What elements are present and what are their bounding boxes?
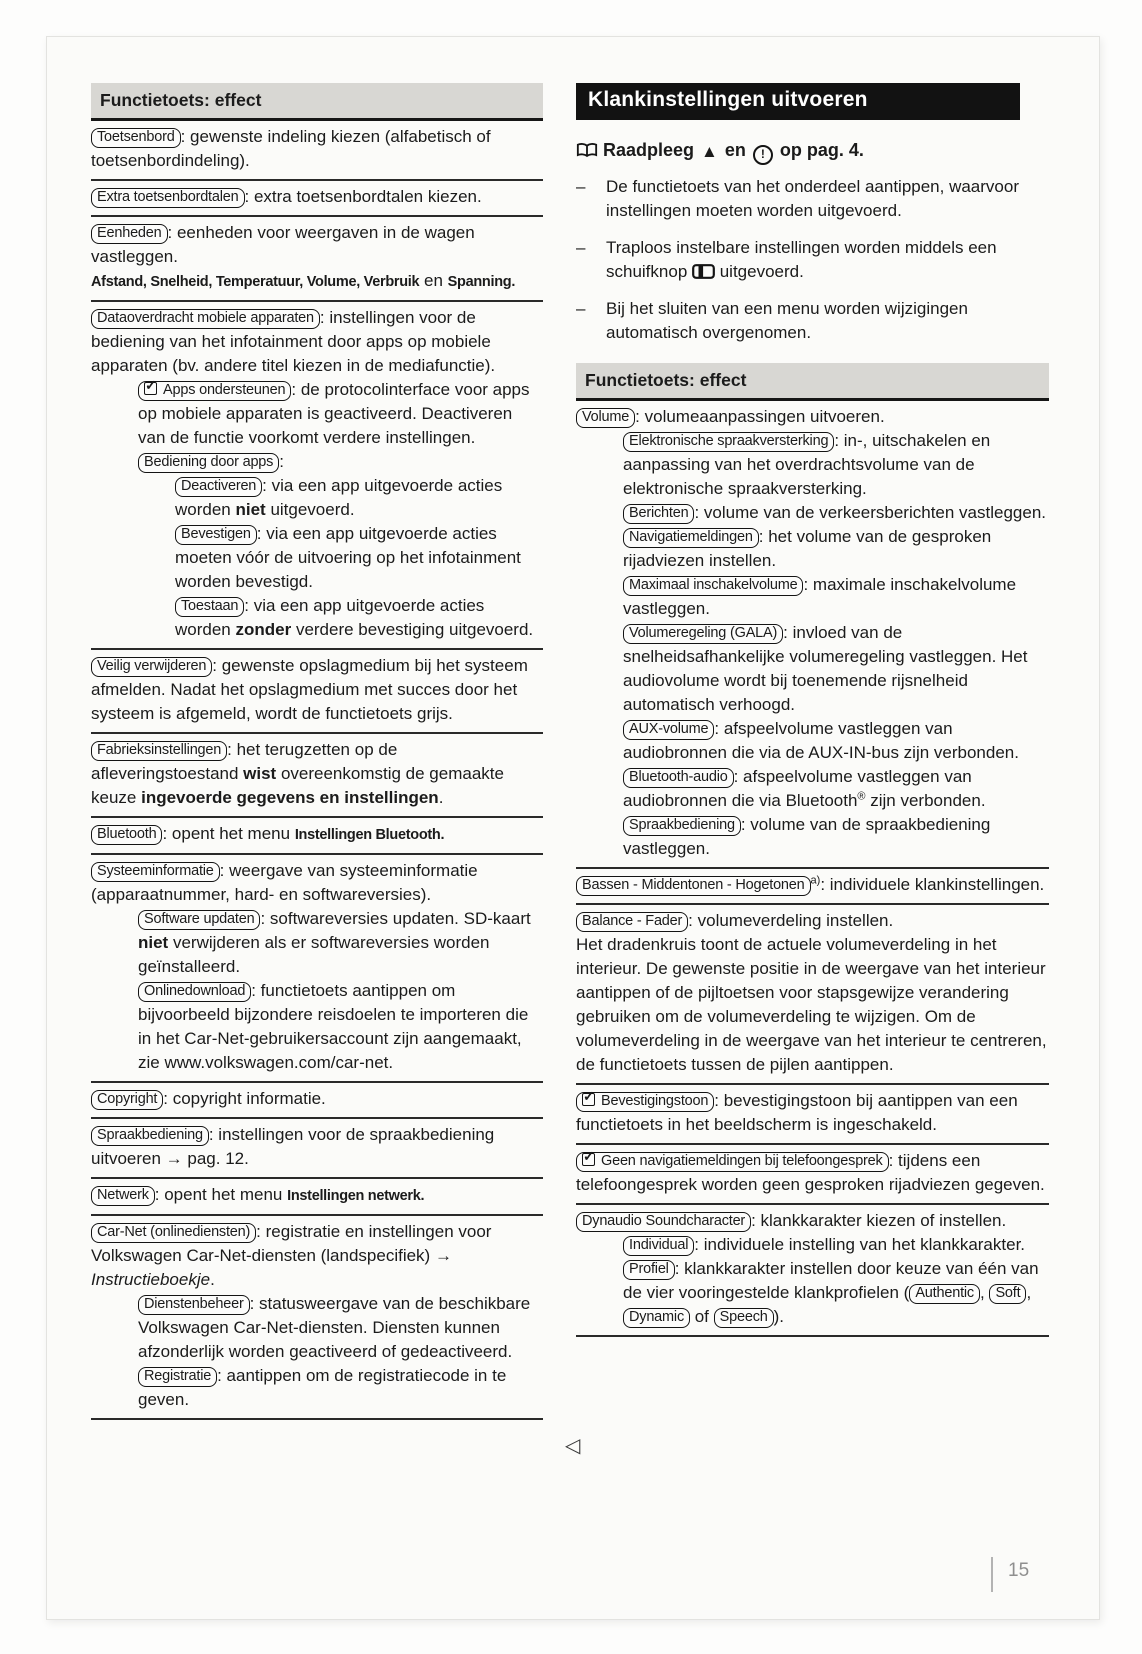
row-text: Dataoverdracht mobiele apparaten : instellingen voor de bediening van het infotainment door apps op mobiele apparaten (bv. andere titel kiezen in de mediafunctie). [91,308,496,375]
dash-bullet: – [576,238,586,257]
function-key: Authentic [909,1284,980,1304]
function-key: Dienstenbeheer [138,1295,250,1315]
table-row-group [576,1085,1049,1145]
table-row-group [576,401,1049,869]
row-text: Bluetooth : opent het menu Instellingen Bluetooth. [91,822,543,847]
bullet-item [576,175,1049,223]
row-text: Car-Net (onlinediensten) : registratie en instellingen voor Volkswagen Car-Net-diensten (landspecifiek) → Instructieboekje. [91,1222,492,1289]
function-key: Systeeminformatie [91,862,220,882]
function-key: ✓ Apps ondersteunen [138,381,291,401]
function-key: Soft [989,1284,1026,1304]
dash-bullet: – [576,299,586,318]
function-key: Fabrieksinstellingen [91,741,227,761]
table-row-group [576,869,1049,905]
function-key: Deactiveren [175,477,262,497]
function-key: ✓ Bevestigingstoon [576,1092,714,1112]
row-text: Veilig verwijderen : gewenste opslagmedium bij het systeem afmelden. Nadat het opslagmedium met succes door het systeem is afgemeld, wordt de functietoets grijs. [91,656,528,723]
function-key: Individual [623,1236,694,1256]
manual-page [46,36,1100,1620]
function-key: Dynaudio Soundcharacter [576,1212,751,1232]
function-key: Bassen - Middentonen - Hogetonen [576,876,811,896]
check-glyph: ✓ [583,1088,595,1104]
function-key: ✓ Geen navigatiemeldingen bij telefoongesprek [576,1152,889,1172]
function-key: Spraakbediening [623,816,741,836]
table-row-group [91,1216,543,1420]
function-key: Profiel [623,1260,675,1280]
superscript-text: ® [857,790,866,803]
italic-text: Instructieboekje [91,1270,211,1289]
function-key: Navigatiemeldingen [623,528,759,548]
check-glyph: ✓ [583,1148,595,1164]
check-glyph: ✓ [145,377,157,393]
row-text: Navigatiemeldingen : het volume van de gesproken rijadviezen instellen. [623,527,992,570]
row-text: Volumeregeling (GALA) : invloed van de snelheidsafhankelijke volumeregeling vastleggen. Het audiovolume wordt bij toenemende rijsnelheid automatisch verhoogd. [623,623,1028,714]
row-text: Eenheden : eenheden voor weergaven in de wagen vastleggen. [91,223,475,266]
row-text: Bluetooth-audio : afspeelvolume vastleggen van audiobronnen die via Bluetooth® zijn verbonden. [623,767,986,810]
row-text: Maximaal inschakelvolume : maximale inschakelvolume vastleggen. [623,575,1017,618]
row-text: Volume : volumeaanpassingen uitvoeren. [576,405,1049,429]
bullet-item [576,236,1049,284]
row-text: Elektronische spraakversterking : in-, uitschakelen en aanpassing van het overdrachtsvolume van de elektronische spraakversterking. [623,431,991,498]
row-text: Software updaten : softwareversies updaten. SD-kaart niet verwijderen als er softwareversies worden geïnstalleerd. [138,909,531,976]
table-row-group [576,905,1049,1085]
row-text: Registratie : aantippen om de registratiecode in te geven. [138,1366,507,1409]
row-text: Copyright : copyright informatie. [91,1087,543,1111]
function-key: Registratie [138,1367,217,1387]
triangle-up-icon: ▲ [701,142,718,161]
table-row-group [91,855,543,1083]
menu-name-text: Instellingen Bluetooth. [294,827,445,843]
row-text: Individual : individuele instelling van het klankkarakter. [623,1233,1049,1257]
bullet-item [576,297,1049,345]
row-text: Het dradenkruis toont de actuele volumeverdeling in het interieur. De gewenste positie in de weergave van het interieur aantippen of de pijltoetsen voor stapsgewijze verandering gebruiken om de volumeverdeling te wijzigen. Om de volumeverdeling in de weergave van het interieur te centreren, de functietoets tussen de pijlen aantippen. [576,935,1047,1074]
table-row-group [91,1179,543,1216]
table-header: Functietoets: effect [576,363,1049,401]
row-text: Netwerk : opent het menu Instellingen netwerk. [91,1183,543,1208]
function-table [91,121,543,1420]
function-key: Software updaten [138,910,260,930]
row-text: Dynaudio Soundcharacter : klankkarakter kiezen of instellen. [576,1209,1049,1233]
alert-circle-icon: ! [753,145,773,165]
bullet-text: Traploos instelbare instellingen worden middels een schuifknop uitgevoerd. [606,238,997,281]
bullet-text: Bij het sluiten van een menu worden wijzigingen automatisch overgenomen. [606,299,968,342]
function-key: Dataoverdracht mobiele apparaten [91,309,320,329]
function-key: Maximaal inschakelvolume [623,576,803,596]
checkbox-checked-icon [582,1148,595,1166]
table-row-group [91,650,543,734]
row-text: Profiel : klankkarakter instellen door keuze van één van de vier vooringestelde klankprofielen ( Authentic , Soft , Dynamic of Speech ). [623,1259,1039,1326]
table-row-group [91,734,543,818]
row-text: Balance - Fader : volumeverdeling instellen. [576,909,1049,933]
function-key: Bevestigen [175,525,257,545]
menu-name-text: Afstand, Snelheid, Temperatuur, Volume, Verbruik [91,274,420,290]
row-text: ✓ Apps ondersteunen : de protocolinterface voor apps op mobiele apparaten is geactiveerd. Deactiveren van de functie voorkomt verdere instellingen. [138,377,530,447]
function-key: Eenheden [91,224,168,244]
function-table [576,401,1049,1337]
row-text: Toetsenbord : gewenste indeling kiezen (alfabetisch of toetsenbordindeling). [91,127,491,170]
table-row-group [576,1205,1049,1337]
continuation-marker-icon: ◁ [565,1435,581,1457]
function-key: Elektronische spraakversterking [623,432,834,452]
open-book-icon [576,140,598,160]
table-row-group [91,181,543,217]
row-text: Onlinedownload : functietoets aantippen om bijvoorbeeld bijzondere reisdoelen te importeren die in het Car-Net-gebruikersaccount zijn aangemaakt, zie www.volkswagen.com/car-net. [138,981,529,1072]
menu-name-text: Spanning. [447,274,516,290]
emphasis-text: zonder [235,620,292,639]
row-text: Fabrieksinstellingen : het terugzetten op de afleveringstoestand wist overeenkomstig de gemaakte keuze ingevoerde gegevens en instellingen. [91,740,504,807]
row-text: AUX-volume : afspeelvolume vastleggen van audiobronnen die via de AUX-IN-bus zijn verbonden. [623,719,1019,762]
row-text: Bevestigen : via een app uitgevoerde acties moeten vóór de uitvoering op het infotainment worden bevestigd. [175,524,521,591]
function-key: Volume [576,408,635,428]
superscript-text: a) [810,874,821,887]
table-row-group [91,818,543,855]
table-row-group [576,1145,1049,1205]
function-key: Berichten [623,504,694,524]
function-key: Volumeregeling (GALA) [623,624,783,644]
bullet-text: De functietoets van het onderdeel aantippen, waarvoor instellingen moeten worden uitgevoerd. [606,177,1019,220]
function-key: Bediening door apps [138,453,279,473]
function-key: Balance - Fader [576,912,688,932]
slider-icon [692,262,715,281]
row-text: Spraakbediening : instellingen voor de spraakbediening uitvoeren → pag. 12. [91,1125,495,1168]
function-key: Dynamic [623,1308,690,1328]
emphasis-text: niet [235,500,266,519]
bullet-list [576,175,1049,345]
emphasis-text: niet [138,933,169,952]
row-text: Toestaan : via een app uitgevoerde acties worden zonder verdere bevestiging uitgevoerd. [175,596,534,639]
table-row-group [91,302,543,650]
function-key: AUX-volume [623,720,714,740]
table-row-group [91,1119,543,1179]
page-number: 15 [991,1557,1029,1592]
table-row-group [91,121,543,181]
table-row-group [91,1083,543,1119]
table-header: Functietoets: effect [91,83,543,121]
function-key: Extra toetsenbordtalen [91,188,245,208]
function-key: Spraakbediening [91,1126,209,1146]
right-column [576,83,1049,1337]
row-text: Dienstenbeheer : statusweergave van de beschikbare Volkswagen Car-Net-diensten. Diensten kunnen afzonderlijk worden geactiveerd of gedeactiveerd. [138,1294,531,1361]
emphasis-text: wist [243,764,277,783]
function-key: Bluetooth-audio [623,768,734,788]
section-title: Klankinstellingen uitvoeren [576,83,1020,120]
row-text: Systeeminformatie : weergave van systeeminformatie (apparaatnummer, hard- en softwareversies). [91,861,478,904]
row-text: Bassen - Middentonen - Hogetonen $^{a)}$: individuele klankinstellingen. [576,873,1049,897]
row-text: Deactiveren : via een app uitgevoerde acties worden niet uitgevoerd. [175,476,503,519]
left-column [91,83,543,1420]
function-key: Speech [714,1308,774,1328]
emphasis-text: ingevoerde gegevens en instellingen [141,788,439,807]
row-text: ✓ Geen navigatiemeldingen bij telefoongesprek : tijdens een telefoongesprek worden geen gesproken rijadviezen gegeven. [576,1148,1045,1194]
reference-note: Raadpleeg ▲ en ! op pag. 4. [576,137,1049,165]
function-key: Toetsenbord [91,128,181,148]
function-key: Veilig verwijderen [91,657,212,677]
function-key: Copyright [91,1090,163,1110]
table-row-group [91,217,543,302]
checkbox-checked-icon [582,1088,595,1106]
row-text: Extra toetsenbordtalen : extra toetsenbordtalen kiezen. [91,185,543,209]
menu-name-text: Instellingen netwerk. [287,1188,425,1204]
function-key: Netwerk [91,1186,155,1206]
function-key: Onlinedownload [138,982,251,1002]
function-key: Bluetooth [91,825,162,845]
row-text: Berichten : volume van de verkeersberichten vastleggen. [623,501,1049,525]
row-text: Bediening door apps : [138,450,543,474]
checkbox-checked-icon [144,377,157,395]
function-key: Car-Net (onlinediensten) [91,1223,256,1243]
dash-bullet: – [576,177,586,196]
row-text: Afstand, Snelheid, Temperatuur, Volume, Verbruik en Spanning. [91,271,516,290]
row-text: Spraakbediening : volume van de spraakbediening vastleggen. [623,815,991,858]
row-text: ✓ Bevestigingstoon : bevestigingstoon bij aantippen van een functietoets in het beeldscherm is ingeschakeld. [576,1088,1018,1134]
function-key: Toestaan [175,597,244,617]
